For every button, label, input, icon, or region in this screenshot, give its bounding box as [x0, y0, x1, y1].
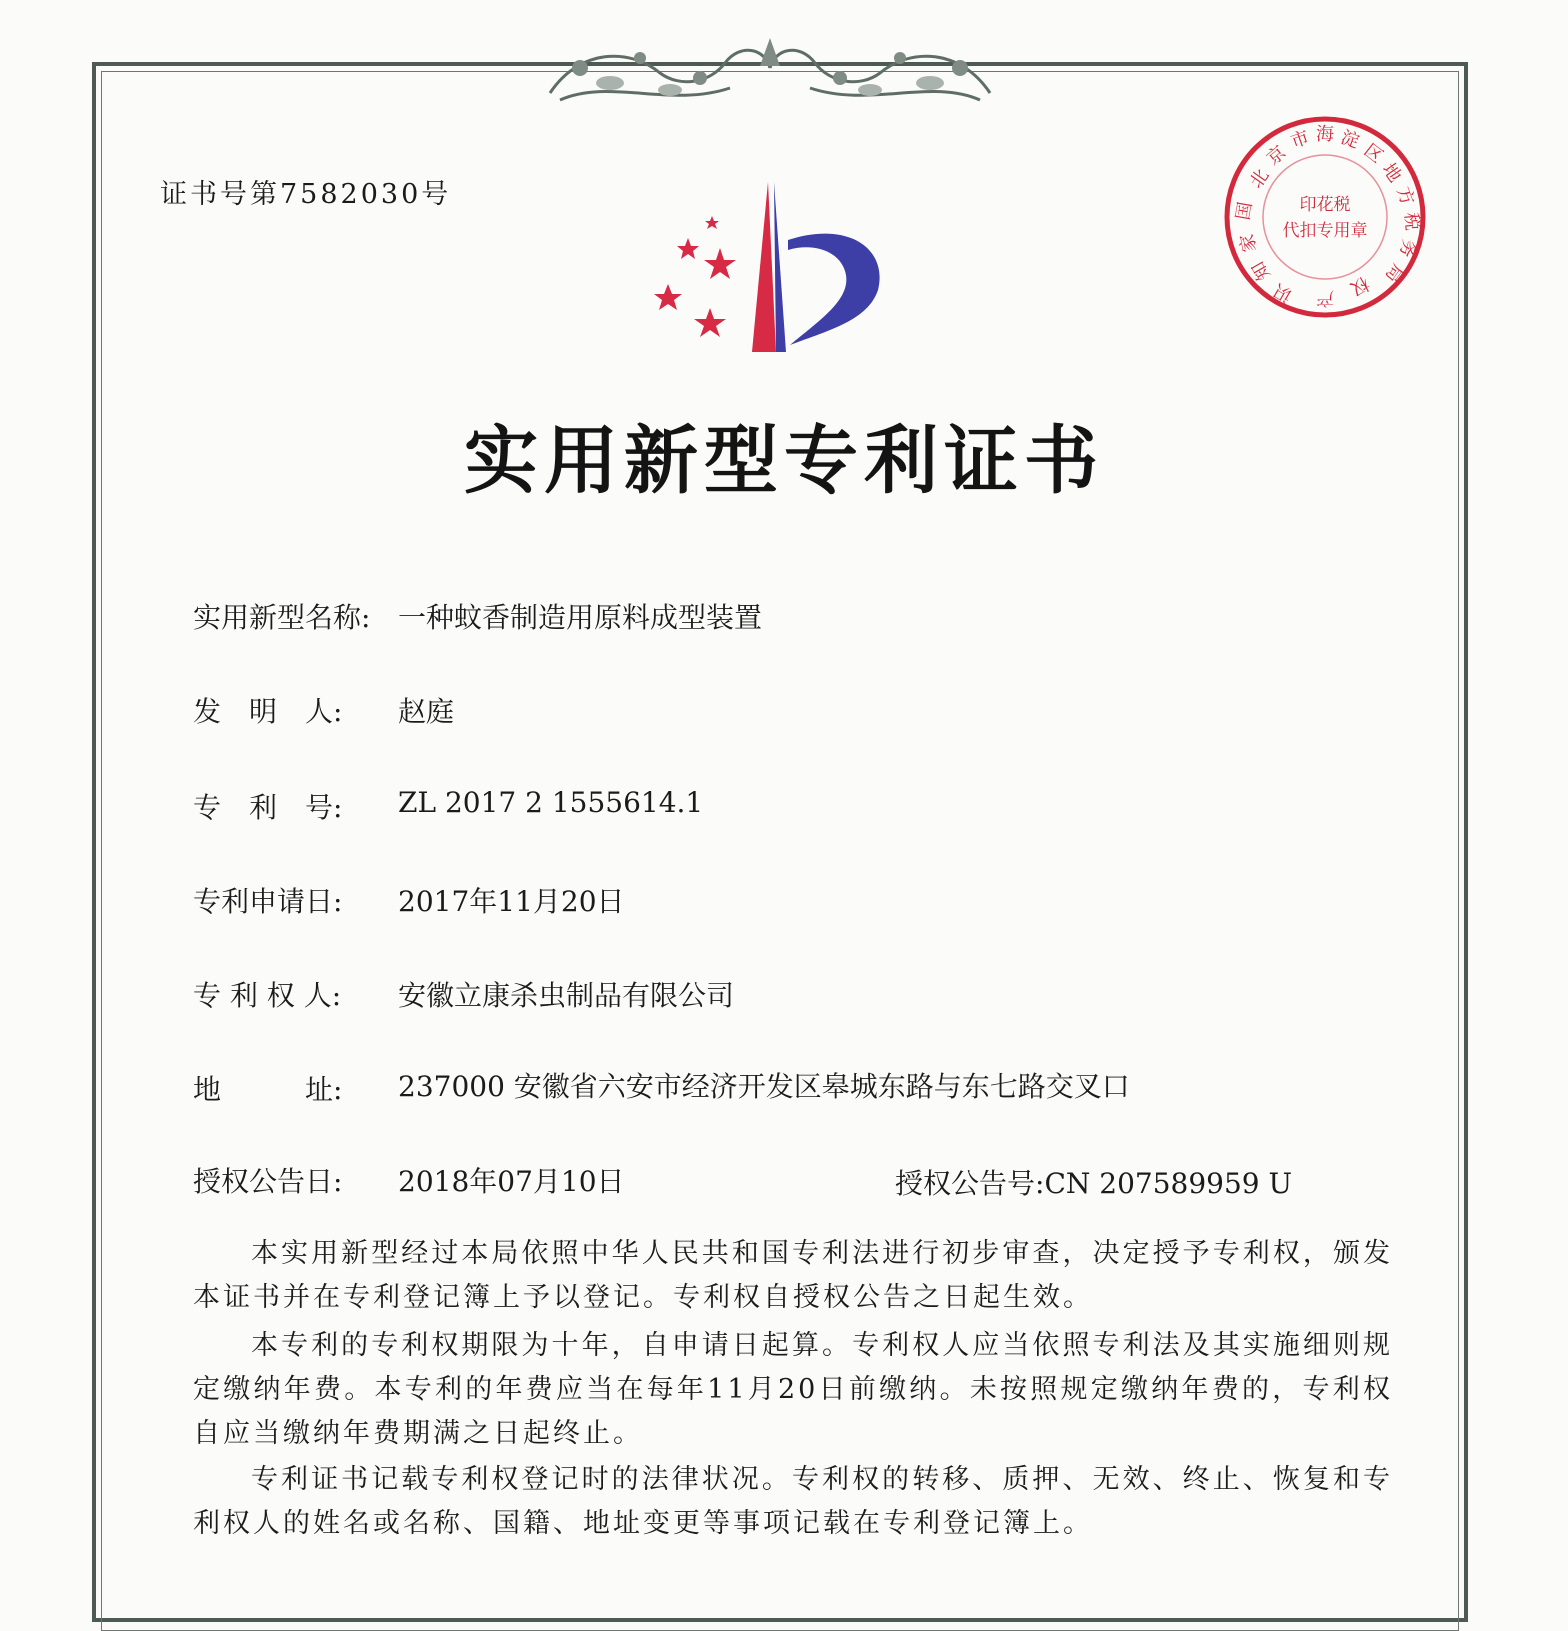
field-value: 赵庭 [398, 695, 455, 728]
field-label: 授权公告日: [193, 1165, 343, 1198]
field-value: 安徽立康杀虫制品有限公司 [398, 979, 735, 1012]
field-label: 发 明 人: [193, 695, 343, 728]
svg-text:家: 家 [1236, 232, 1261, 254]
field-patentee [193, 974, 734, 1014]
svg-text:淀: 淀 [1337, 126, 1362, 153]
field-value: 237000 安徽省六安市经济开发区皋城东路与东七路交叉口 [398, 1070, 1130, 1103]
field-patent-number [193, 786, 703, 826]
seal-inner-line2: 代扣专用章 [1282, 221, 1368, 241]
svg-text:务: 务 [1394, 237, 1420, 260]
svg-text:海: 海 [1316, 124, 1334, 145]
official-seal-stamp [1220, 112, 1430, 322]
field-label: 地 址: [193, 1073, 343, 1106]
paragraph-2: 本专利的专利权期限为十年，自申请日起算。专利权人应当依照专利法及其实施细则规定缴纳年费。本专利的年费应当在每年11月20日前缴纳。未按照规定缴纳年费的，专利权自应当缴纳年费期满之日起终止。 [193, 1330, 1393, 1449]
field-label: 专利申请日: [193, 885, 343, 918]
field-address [193, 1068, 1153, 1108]
field-application-date [193, 880, 625, 920]
svg-text:国: 国 [1232, 200, 1257, 222]
paragraph-3: 专利证书记载专利权登记时的法律状况。专利权的转移、质押、无效、终止、恢复和专利权人的姓名或名称、国籍、地址变更等事项记载在专利登记簿上。 [193, 1464, 1393, 1539]
field-value: 2017年11月20日 [398, 885, 625, 918]
svg-text:区: 区 [1359, 139, 1387, 168]
svg-text:产: 产 [1316, 287, 1334, 308]
paragraph-1: 本实用新型经过本局依照中华人民共和国专利法进行初步审查，决定授予专利权，颁发本证书并在专利登记簿上予以登记。专利权自授权公告之日起生效。 [193, 1238, 1393, 1313]
seal-inner-line1: 印花税 [1299, 195, 1351, 215]
field-label: 实用新型名称: [193, 601, 371, 634]
svg-text:知: 知 [1247, 257, 1275, 284]
certificate-title: 实用新型专利证书 [464, 418, 1104, 504]
field-publication-number [895, 1162, 1292, 1202]
field-value: CN 207589959 U [1044, 1167, 1293, 1200]
svg-text:方: 方 [1392, 184, 1419, 209]
svg-text:市: 市 [1288, 126, 1313, 153]
field-value: 一种蚊香制造用原料成型装置 [398, 601, 763, 634]
field-label: 专 利 权 人: [193, 979, 342, 1012]
field-inventor [193, 690, 454, 730]
field-utility-model-name [193, 596, 762, 636]
svg-text:地: 地 [1377, 159, 1406, 187]
top-ornament-icon [520, 18, 1020, 118]
certificate-number: 证书号第7582030号 [160, 179, 452, 210]
field-label: 专 利 号: [193, 791, 343, 824]
svg-text:局: 局 [1380, 259, 1409, 287]
field-label: 授权公告号: [895, 1167, 1045, 1200]
field-value: ZL 2017 2 1555614.1 [398, 786, 704, 819]
svg-text:税: 税 [1400, 211, 1423, 232]
svg-text:权: 权 [1346, 271, 1373, 300]
svg-text:识: 识 [1270, 279, 1297, 307]
field-grant-date [193, 1160, 625, 1200]
patent-office-logo-icon [650, 180, 890, 360]
svg-text:北: 北 [1245, 165, 1274, 193]
field-value: 2018年07月10日 [398, 1165, 625, 1198]
svg-text:京: 京 [1262, 141, 1291, 170]
